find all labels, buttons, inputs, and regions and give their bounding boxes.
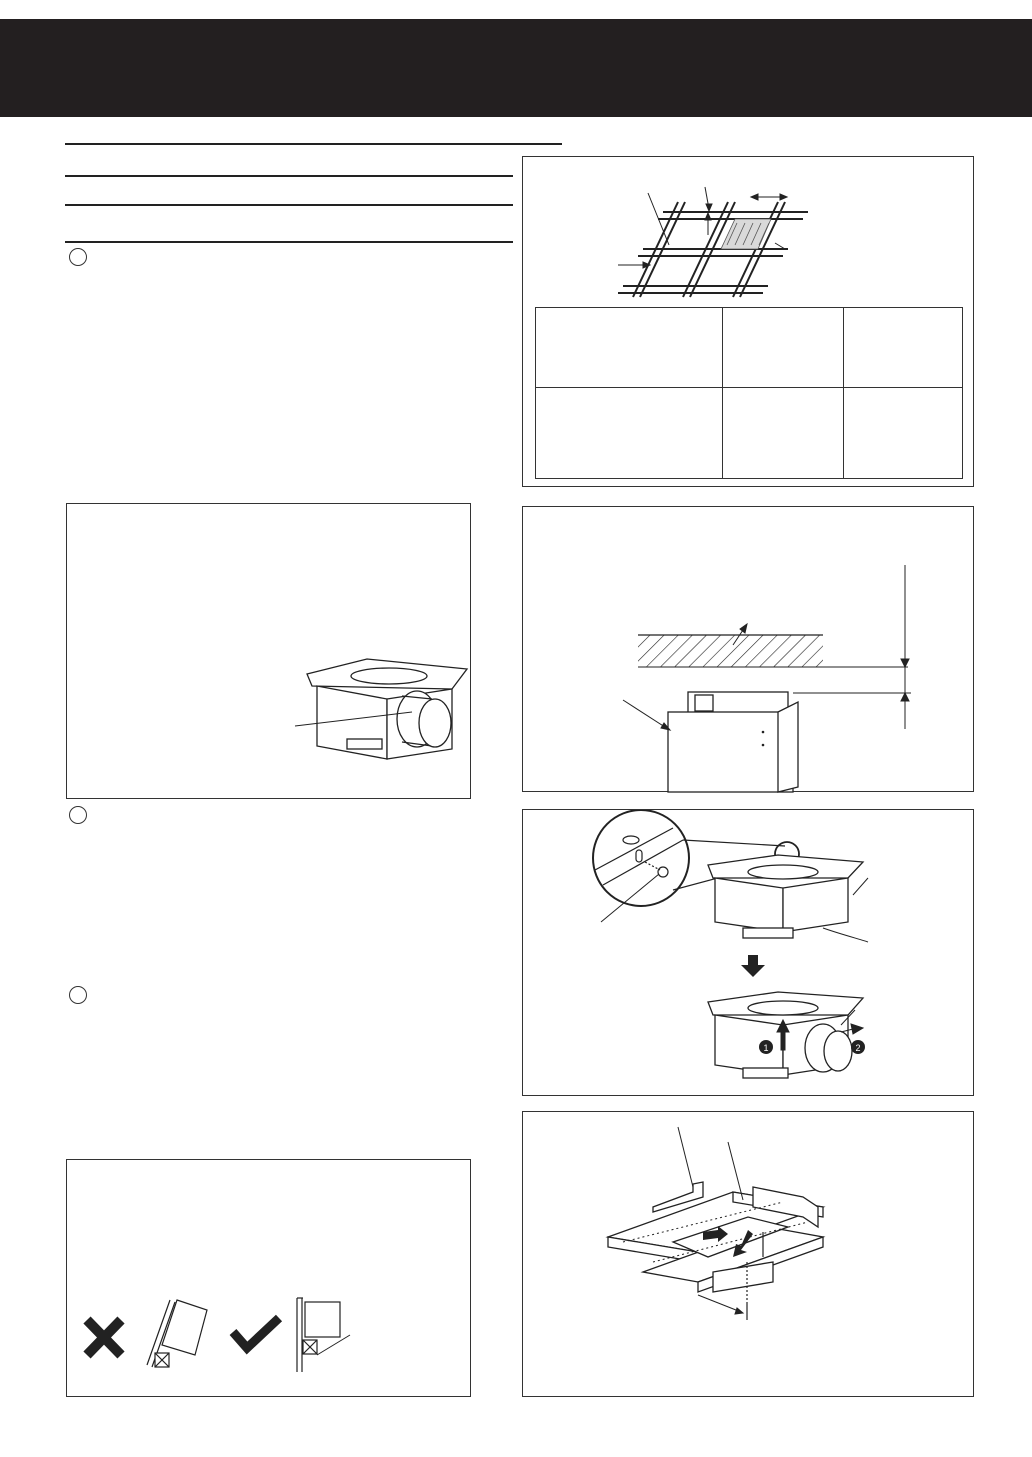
clearance-diagram — [523, 507, 975, 793]
table-row — [536, 308, 963, 388]
step-marker-3 — [69, 986, 87, 1004]
table-cell — [723, 308, 844, 388]
table-cell — [844, 308, 963, 388]
alignment-diagram — [67, 1160, 472, 1398]
step-marker-text: 2 — [855, 1043, 861, 1053]
clearance-panel — [522, 506, 974, 792]
table-cell — [536, 308, 723, 388]
joist-mount-panel — [522, 1111, 974, 1397]
adapter-attach-diagram — [523, 810, 975, 1097]
step-marker-2 — [69, 806, 87, 824]
x-mark-icon — [87, 1320, 121, 1355]
unit-with-adapter-diagram — [67, 504, 472, 800]
joist-mount-diagram — [523, 1112, 975, 1398]
note-panel-adapter — [66, 503, 471, 799]
section-title-rule — [65, 143, 562, 145]
table-cell — [844, 388, 963, 479]
table-row — [536, 388, 963, 479]
section-rule-1 — [65, 175, 513, 177]
ceiling-dimension-table — [535, 307, 963, 479]
note-panel-alignment — [66, 1159, 471, 1397]
check-mark-icon — [233, 1318, 279, 1348]
table-cell — [723, 388, 844, 479]
adapter-attach-panel — [522, 809, 974, 1096]
step-marker-text: 1 — [763, 1043, 769, 1053]
ceiling-grid-diagram — [523, 157, 975, 317]
section-rule-2 — [65, 204, 513, 206]
section-rule-3 — [65, 241, 513, 243]
header-band — [0, 19, 1032, 117]
step-marker-1 — [69, 248, 87, 266]
table-cell — [536, 388, 723, 479]
